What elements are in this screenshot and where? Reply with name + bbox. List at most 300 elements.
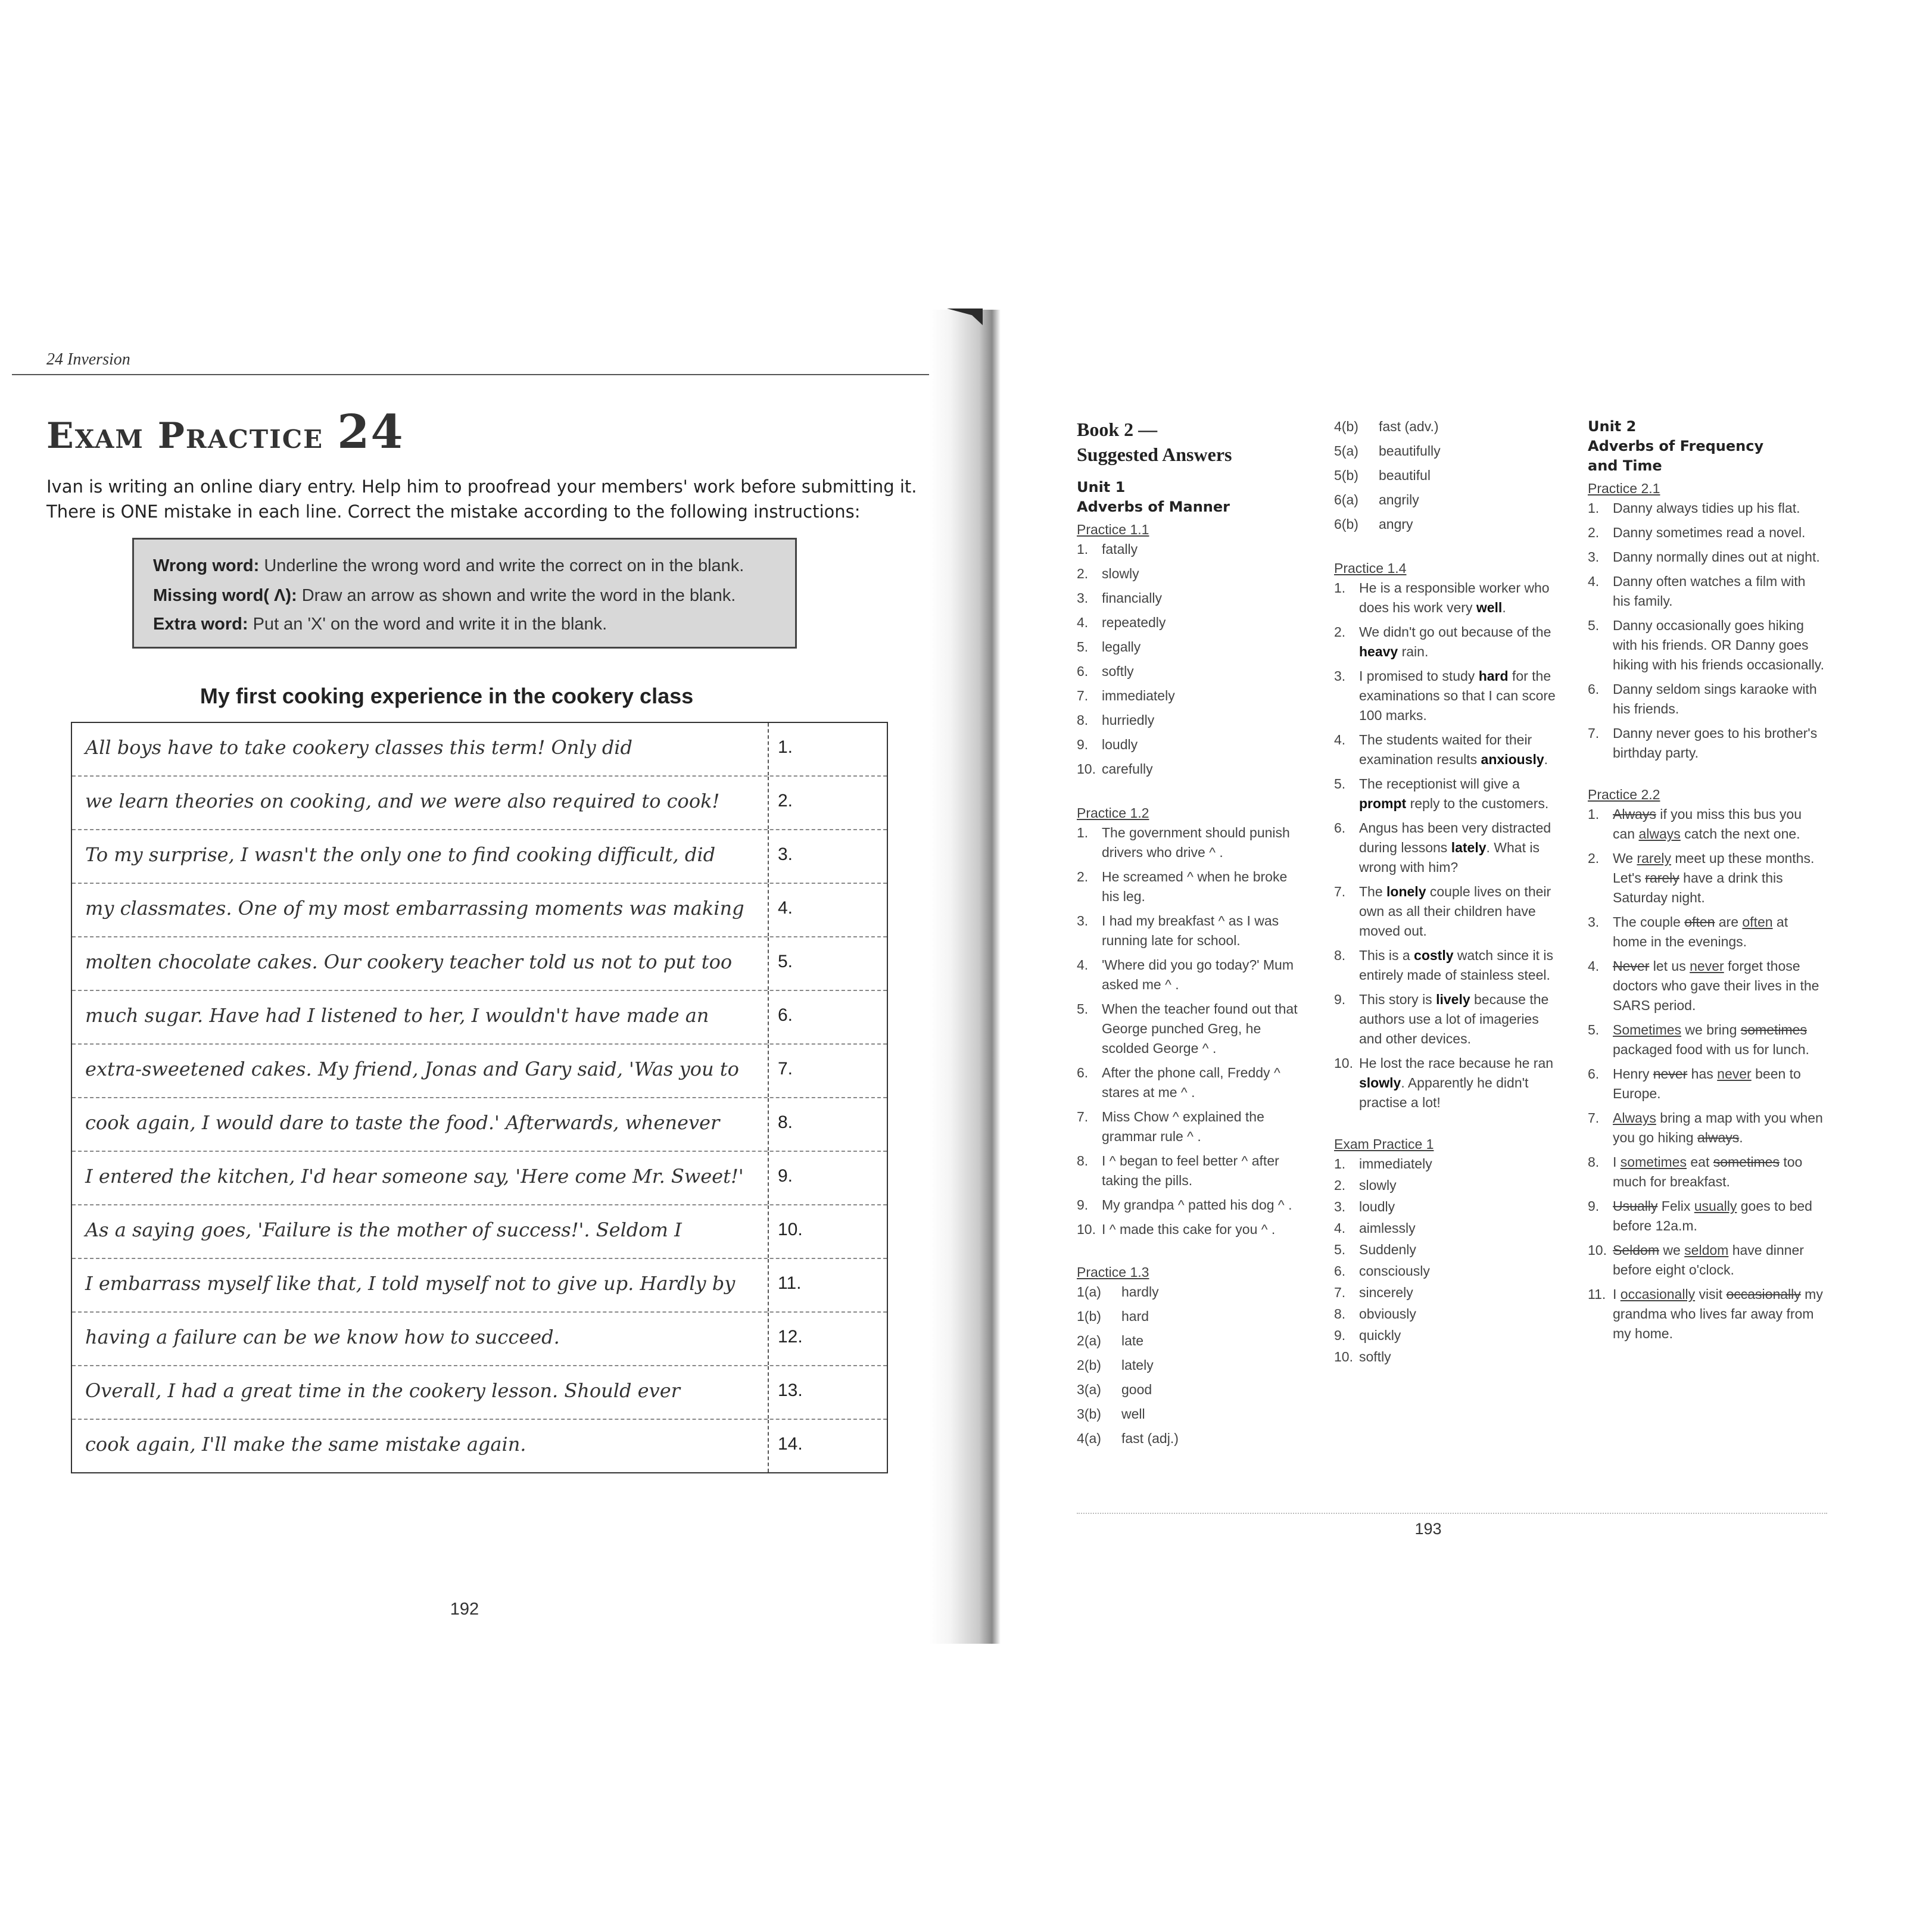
underlined-word: occasionally	[1620, 1286, 1696, 1302]
book-subtitle: Suggested Answers	[1077, 444, 1232, 465]
story-line: molten chocolate cakes. Our cookery teacher told us not to put too	[85, 951, 733, 973]
answer-fragment: if you miss this bus you can	[1613, 806, 1802, 842]
answer-text	[1359, 884, 1551, 939]
spacer	[1588, 768, 1826, 778]
row-divider	[768, 777, 769, 829]
exam-practice-1-list	[1334, 1154, 1560, 1367]
answer-item	[1334, 417, 1560, 436]
answer-number: 2.	[1588, 525, 1600, 540]
answer-text	[1613, 1154, 1802, 1189]
answer-text: Danny often watches a film with his family.	[1613, 574, 1806, 609]
answer-number: 3.	[1334, 668, 1346, 684]
answer-item	[1334, 1326, 1560, 1345]
story-row	[72, 1045, 887, 1098]
answer-text: He screamed ^ when he broke his leg.	[1102, 869, 1288, 904]
underlined-word: Sometimes	[1613, 1022, 1682, 1037]
instruction-text: Draw an arrow as shown and write the word in the blank.	[301, 586, 736, 605]
answer-text: immediately	[1359, 1156, 1432, 1171]
instruction-missing-word	[153, 586, 736, 606]
answer-item	[1077, 735, 1303, 755]
header-rule	[12, 374, 977, 375]
story-row	[72, 1366, 887, 1420]
instruction-label: Wrong word:	[153, 556, 260, 575]
answer-text: aimlessly	[1359, 1220, 1416, 1236]
answer-text: consciously	[1359, 1263, 1430, 1279]
answer-fragment: meet up these months. Let's	[1613, 850, 1815, 886]
answer-fragment: let us	[1649, 958, 1690, 974]
story-row	[72, 1152, 887, 1205]
answer-item	[1077, 1429, 1303, 1448]
answer-fragment: He is a responsible worker who does his work very	[1359, 580, 1550, 615]
answer-keyword: anxiously	[1481, 752, 1544, 767]
underlined-word: always	[1638, 826, 1681, 842]
instruction-text: Underline the wrong word and write the correct on in the blank.	[264, 556, 744, 575]
answer-item	[1077, 867, 1303, 906]
answer-fragment: I	[1613, 1154, 1621, 1170]
answer-item	[1334, 730, 1560, 769]
answer-item	[1334, 774, 1560, 814]
practice-1-3-list-cont	[1334, 417, 1560, 534]
unit-2-title-cont: and Time	[1588, 457, 1662, 474]
spacer	[1334, 1117, 1560, 1128]
answer-item	[1077, 1404, 1303, 1423]
answer-item	[1588, 547, 1826, 567]
row-divider	[768, 1205, 769, 1258]
answer-number: 4.	[1588, 574, 1600, 589]
answer-text: The government should punish drivers who drive ^ .	[1102, 825, 1290, 860]
instruction-text: Put an 'X' on the word and write it in the blank.	[253, 615, 607, 634]
answer-text: Suddenly	[1359, 1242, 1416, 1257]
answer-item	[1588, 1152, 1826, 1192]
answer-fragment: The couple	[1613, 914, 1685, 930]
answer-item	[1077, 564, 1303, 584]
answer-fragment: packaged food with us for lunch.	[1613, 1042, 1809, 1057]
story-line: cook again, I would dare to taste the food.' Afterwards, whenever	[85, 1111, 720, 1134]
answer-text: Danny occasionally goes hiking with his friends. OR Danny goes hiking with his friends occasionally.	[1613, 618, 1824, 672]
answer-item	[1588, 680, 1826, 719]
answer-number: 10.	[1588, 1242, 1607, 1258]
exam-practice-1-heading: Exam Practice 1	[1334, 1136, 1434, 1152]
underlined-word: never	[1717, 1066, 1752, 1082]
answer-text: financially	[1102, 590, 1162, 606]
struck-word: Never	[1613, 958, 1650, 974]
answer-item	[1334, 490, 1560, 509]
answer-blank-number: 11.	[778, 1273, 802, 1293]
answer-blank-number: 6.	[778, 1005, 793, 1025]
answer-item	[1077, 911, 1303, 951]
answer-item	[1334, 515, 1560, 534]
answer-fragment: my grandma who lives far away from my home.	[1613, 1286, 1823, 1341]
answer-number: 8.	[1334, 1306, 1346, 1322]
answer-text: Danny seldom sings karaoke with his friends.	[1613, 681, 1817, 716]
answer-item	[1588, 912, 1826, 952]
answer-number: 7.	[1334, 884, 1346, 899]
instruction-wrong-word	[153, 556, 744, 576]
answer-text: hardly	[1121, 1284, 1159, 1300]
story-line: we learn theories on cooking, and we were also required to cook!	[85, 790, 720, 812]
story-row	[72, 1259, 887, 1313]
story-line: To my surprise, I wasn't the only one to find cooking difficult, did	[85, 843, 716, 866]
practice-1-2-heading: Practice 1.2	[1077, 805, 1149, 821]
answer-number: 1.	[1588, 500, 1600, 516]
answer-fragment: too much for breakfast.	[1613, 1154, 1803, 1189]
answer-number: 5.	[1588, 1022, 1600, 1037]
answer-item	[1077, 1063, 1303, 1102]
answer-item	[1077, 1220, 1303, 1239]
answer-item	[1077, 955, 1303, 995]
answer-blank-number: 2.	[778, 791, 793, 811]
answer-text: well	[1121, 1406, 1145, 1422]
answer-number: 1.	[1334, 1156, 1346, 1171]
instruction-extra-word	[153, 615, 607, 634]
answer-number: 7.	[1334, 1285, 1346, 1300]
answer-fragment: . Apparently he didn't practise a lot!	[1359, 1075, 1529, 1110]
story-row	[72, 777, 887, 830]
answer-number: 3.	[1077, 590, 1089, 606]
spacer	[1077, 1244, 1303, 1256]
row-divider	[768, 991, 769, 1043]
answer-text	[1359, 732, 1548, 767]
answer-text: softly	[1102, 663, 1134, 679]
answer-text	[1613, 850, 1814, 905]
row-divider	[768, 1259, 769, 1311]
answer-item	[1334, 946, 1560, 985]
answer-item	[1334, 466, 1560, 485]
answer-item	[1077, 711, 1303, 730]
answer-fragment: are	[1715, 914, 1743, 930]
story-row	[72, 884, 887, 937]
answer-fragment: bring a map with you when you go hiking	[1613, 1110, 1823, 1145]
answer-text: 'Where did you go today?' Mum asked me ^ .	[1102, 957, 1294, 992]
answers-column-1	[1077, 417, 1303, 1453]
answer-item	[1077, 759, 1303, 779]
answer-item	[1077, 637, 1303, 657]
intro-line-2: There is ONE mistake in each line. Correct the mistake according to the following instructions:	[46, 501, 861, 522]
row-divider	[768, 1420, 769, 1472]
answer-fragment: we	[1659, 1242, 1685, 1258]
answer-fragment: .	[1502, 600, 1506, 615]
answer-text: loudly	[1359, 1199, 1395, 1214]
answer-text: obviously	[1359, 1306, 1416, 1322]
underlined-word: rarely	[1637, 850, 1671, 866]
answer-text: I had my breakfast ^ as I was running late for school.	[1102, 913, 1279, 948]
proofreading-table	[71, 722, 888, 1473]
answer-fragment: visit	[1695, 1286, 1727, 1302]
story-line: my classmates. One of my most embarrassing moments was making	[85, 897, 744, 920]
answer-text: softly	[1359, 1349, 1391, 1364]
answer-text: After the phone call, Freddy ^ stares at me ^ .	[1102, 1065, 1280, 1100]
answer-number: 9.	[1334, 992, 1346, 1007]
answer-text	[1359, 992, 1548, 1046]
answer-fragment: have dinner before eight o'clock.	[1613, 1242, 1804, 1277]
answer-number: 2.	[1334, 1177, 1346, 1193]
answer-blank-number: 10.	[778, 1220, 803, 1239]
answer-blank-number: 12.	[778, 1327, 803, 1347]
unit-2-title: Adverbs of Frequency	[1588, 438, 1764, 454]
answer-number: 9.	[1334, 1328, 1346, 1343]
answer-number: 4.	[1588, 958, 1600, 974]
answer-item	[1334, 882, 1560, 941]
answer-number: 4.	[1077, 957, 1089, 973]
answer-number: 10.	[1077, 1221, 1096, 1237]
answer-text	[1613, 1286, 1823, 1341]
answer-item	[1077, 588, 1303, 608]
answer-keyword: lively	[1436, 992, 1470, 1007]
answer-number: 9.	[1077, 737, 1089, 752]
answer-number: 3(a)	[1077, 1382, 1101, 1397]
answer-fragment: has	[1687, 1066, 1718, 1082]
answer-item	[1588, 805, 1826, 844]
answer-number: 6.	[1334, 1263, 1346, 1279]
answer-fragment: been to Europe.	[1613, 1066, 1801, 1101]
answer-item	[1077, 1355, 1303, 1375]
answer-number: 6.	[1077, 663, 1089, 679]
answer-fragment: because the authors use a lot of imageries and other devices.	[1359, 992, 1549, 1046]
answer-text	[1613, 806, 1802, 842]
answer-number: 3.	[1588, 549, 1600, 565]
answer-number: 7.	[1077, 688, 1089, 703]
answer-number: 3.	[1588, 914, 1600, 930]
answer-text: I ^ began to feel better ^ after taking the pills.	[1102, 1153, 1279, 1188]
answer-text	[1613, 958, 1819, 1013]
answer-fragment: .	[1739, 1130, 1743, 1145]
answer-item	[1334, 441, 1560, 460]
answer-fragment: We	[1613, 850, 1637, 866]
answer-text: loudly	[1102, 737, 1138, 752]
answer-item	[1334, 1240, 1560, 1260]
answer-fragment: watch since it is entirely made of stainless steel.	[1359, 948, 1553, 983]
story-line: much sugar. Have had I listened to her, I wouldn't have made an	[85, 1004, 709, 1027]
answer-keyword: slowly	[1359, 1075, 1401, 1090]
answer-text: angrily	[1379, 492, 1419, 507]
answer-fragment: This story is	[1359, 992, 1436, 1007]
story-line: I entered the kitchen, I'd hear someone say, 'Here come Mr. Sweet!'	[85, 1165, 744, 1188]
story-title: My first cooking experience in the cookery class	[200, 684, 694, 708]
answer-number: 6.	[1588, 1066, 1600, 1082]
answer-number: 2.	[1077, 566, 1089, 581]
answer-fragment: I	[1613, 1286, 1621, 1302]
story-line: As a saying goes, 'Failure is the mother of success!'. Seldom I	[85, 1219, 682, 1241]
struck-word: Usually	[1613, 1198, 1658, 1214]
practice-1-4-list	[1334, 578, 1560, 1113]
exam-title	[46, 405, 404, 459]
answer-text: carefully	[1102, 761, 1153, 777]
answer-number: 4.	[1077, 615, 1089, 630]
answer-text: quickly	[1359, 1328, 1401, 1343]
answer-fragment: catch the next one.	[1680, 826, 1800, 842]
story-line: I embarrass myself like that, I told myself not to give up. Hardly by	[85, 1272, 736, 1295]
answer-number: 1.	[1077, 825, 1089, 840]
practice-2-1-list	[1588, 498, 1826, 763]
answer-text: fast (adv.)	[1379, 419, 1439, 434]
struck-word: often	[1684, 914, 1715, 930]
answer-blank-number: 3.	[778, 845, 793, 864]
page-number-right-text: 193	[1414, 1520, 1442, 1538]
answer-item	[1588, 956, 1826, 1015]
answer-fragment: have a drink this Saturday night.	[1613, 870, 1783, 905]
story-row	[72, 723, 887, 777]
underlined-word: usually	[1694, 1198, 1737, 1214]
answer-number: 8.	[1588, 1154, 1600, 1170]
answer-item	[1334, 1219, 1560, 1238]
answer-text: immediately	[1102, 688, 1175, 703]
answer-item	[1077, 1195, 1303, 1215]
answers-column-3	[1588, 417, 1826, 1348]
answer-number: 1(a)	[1077, 1284, 1101, 1300]
answer-fragment: at home in the evenings.	[1613, 914, 1788, 949]
answer-item	[1077, 540, 1303, 559]
struck-word: sometimes	[1740, 1022, 1807, 1037]
practice-2-1-heading: Practice 2.1	[1588, 481, 1660, 496]
spacer	[1334, 539, 1560, 552]
story-row	[72, 1098, 887, 1152]
answer-keyword: lately	[1451, 840, 1487, 855]
underlined-word: seldom	[1684, 1242, 1729, 1258]
answer-item	[1077, 613, 1303, 632]
answer-item	[1077, 1282, 1303, 1301]
answer-fragment: goes to bed before 12a.m.	[1613, 1198, 1812, 1233]
answer-text	[1359, 776, 1548, 811]
answer-number: 4.	[1334, 1220, 1346, 1236]
answer-item	[1077, 1107, 1303, 1146]
answer-text	[1613, 1198, 1812, 1233]
answer-fragment: rain.	[1398, 644, 1429, 659]
struck-word: Always	[1613, 806, 1656, 822]
answer-text: sincerely	[1359, 1285, 1413, 1300]
answer-number: 11.	[1588, 1286, 1606, 1302]
answer-fragment: I promised to study	[1359, 668, 1479, 684]
answer-fragment: We didn't go out because of the	[1359, 624, 1551, 640]
answer-text: late	[1121, 1333, 1144, 1348]
answer-item	[1077, 662, 1303, 681]
intro-line-1: Ivan is writing an online diary entry. Help him to proofread your members' work before submitting it.	[46, 476, 917, 497]
unit-2-heading: Unit 2	[1588, 418, 1637, 435]
answer-text: When the teacher found out that George punched Greg, he scolded George ^ .	[1102, 1001, 1298, 1056]
answer-blank-number: 8.	[778, 1113, 793, 1132]
answer-text: I ^ made this cake for you ^ .	[1102, 1221, 1276, 1237]
practice-1-2-list	[1077, 823, 1303, 1239]
answer-fragment: .	[1544, 752, 1548, 767]
answer-item	[1588, 616, 1826, 675]
instruction-label: Extra word:	[153, 615, 248, 634]
answer-fragment: reply to the customers.	[1406, 796, 1549, 811]
answer-text: good	[1121, 1382, 1152, 1397]
answer-blank-number: 1.	[778, 737, 793, 757]
answer-number: 7.	[1077, 1109, 1089, 1124]
spacer	[1077, 784, 1303, 797]
answer-number: 8.	[1077, 1153, 1089, 1168]
unit-1-title: Adverbs of Manner	[1077, 498, 1230, 515]
struck-word: rarely	[1645, 870, 1679, 886]
answer-fragment: The	[1359, 884, 1387, 899]
row-divider	[768, 1313, 769, 1365]
story-row	[72, 991, 887, 1045]
answer-fragment: The students waited for their examination results	[1359, 732, 1532, 767]
exam-title-text: Exam Practice	[46, 415, 324, 457]
struck-word: never	[1653, 1066, 1688, 1082]
answer-fragment: He lost the race because he ran	[1359, 1055, 1554, 1071]
answer-item	[1334, 1347, 1560, 1367]
answer-item	[1077, 1331, 1303, 1350]
struck-word: sometimes	[1713, 1154, 1780, 1170]
answer-number: 2(b)	[1077, 1357, 1101, 1373]
row-divider	[768, 1152, 769, 1204]
answer-text	[1359, 1055, 1553, 1110]
answer-item	[1588, 1285, 1826, 1344]
instructions-box	[132, 538, 797, 649]
answer-fragment: This is a	[1359, 948, 1414, 963]
answer-item	[1334, 818, 1560, 877]
answer-number: 6(a)	[1334, 492, 1358, 507]
answer-item	[1077, 686, 1303, 706]
answer-item	[1588, 1108, 1826, 1148]
answer-item	[1588, 1196, 1826, 1236]
answer-text: slowly	[1359, 1177, 1397, 1193]
story-line: having a failure can be we know how to succeed.	[85, 1326, 560, 1348]
answer-text: beautiful	[1379, 468, 1431, 483]
underlined-word: often	[1742, 914, 1773, 930]
answer-item	[1334, 666, 1560, 725]
answer-number: 2.	[1588, 850, 1600, 866]
book-title: Book 2 —	[1077, 419, 1158, 440]
underlined-word: never	[1690, 958, 1724, 974]
answer-number: 9.	[1077, 1197, 1089, 1213]
answer-number: 10.	[1077, 761, 1096, 777]
answer-text: fast (adj.)	[1121, 1431, 1179, 1446]
spacer	[1077, 467, 1303, 478]
answer-text: hurriedly	[1102, 712, 1155, 728]
answer-item	[1588, 1020, 1826, 1060]
answer-keyword: hard	[1478, 668, 1509, 684]
answer-number: 2.	[1077, 869, 1089, 884]
answer-text: beautifully	[1379, 443, 1441, 459]
practice-1-3-heading: Practice 1.3	[1077, 1264, 1149, 1280]
answer-keyword: lonely	[1386, 884, 1426, 899]
answer-number: 1.	[1588, 806, 1600, 822]
answer-item	[1077, 823, 1303, 862]
story-line: All boys have to take cookery classes this term! Only did	[85, 736, 633, 759]
answer-keyword: costly	[1414, 948, 1454, 963]
answer-item	[1334, 1054, 1560, 1113]
answer-text	[1359, 948, 1553, 983]
answer-item	[1588, 498, 1826, 518]
answer-fragment: for the examinations so that I can score 100 marks.	[1359, 668, 1556, 723]
story-row	[72, 1313, 887, 1366]
row-divider	[768, 937, 769, 990]
story-line: cook again, I'll make the same mistake again.	[85, 1433, 526, 1456]
answer-text: lately	[1121, 1357, 1154, 1373]
story-line: extra-sweetened cakes. My friend, Jonas and Gary said, 'Was you to	[85, 1058, 739, 1080]
answer-item	[1077, 999, 1303, 1058]
answer-item	[1588, 849, 1826, 908]
answer-number: 2(a)	[1077, 1333, 1101, 1348]
practice-1-1-list	[1077, 540, 1303, 779]
answer-item	[1334, 1304, 1560, 1324]
answer-text: Miss Chow ^ explained the grammar rule ^ .	[1102, 1109, 1264, 1144]
answer-text: legally	[1102, 639, 1141, 655]
answer-item	[1334, 1197, 1560, 1217]
answer-blank-number: 14.	[778, 1434, 803, 1454]
underlined-word: Always	[1613, 1110, 1656, 1126]
answer-text: fatally	[1102, 541, 1138, 557]
answer-keyword: heavy	[1359, 644, 1398, 659]
answer-text: Danny never goes to his brother's birthday party.	[1613, 725, 1818, 761]
answer-item	[1077, 1151, 1303, 1191]
answer-number: 5.	[1077, 639, 1089, 655]
right-page	[977, 0, 1932, 1932]
answer-blank-number: 9.	[778, 1166, 793, 1186]
answer-number: 8.	[1334, 948, 1346, 963]
